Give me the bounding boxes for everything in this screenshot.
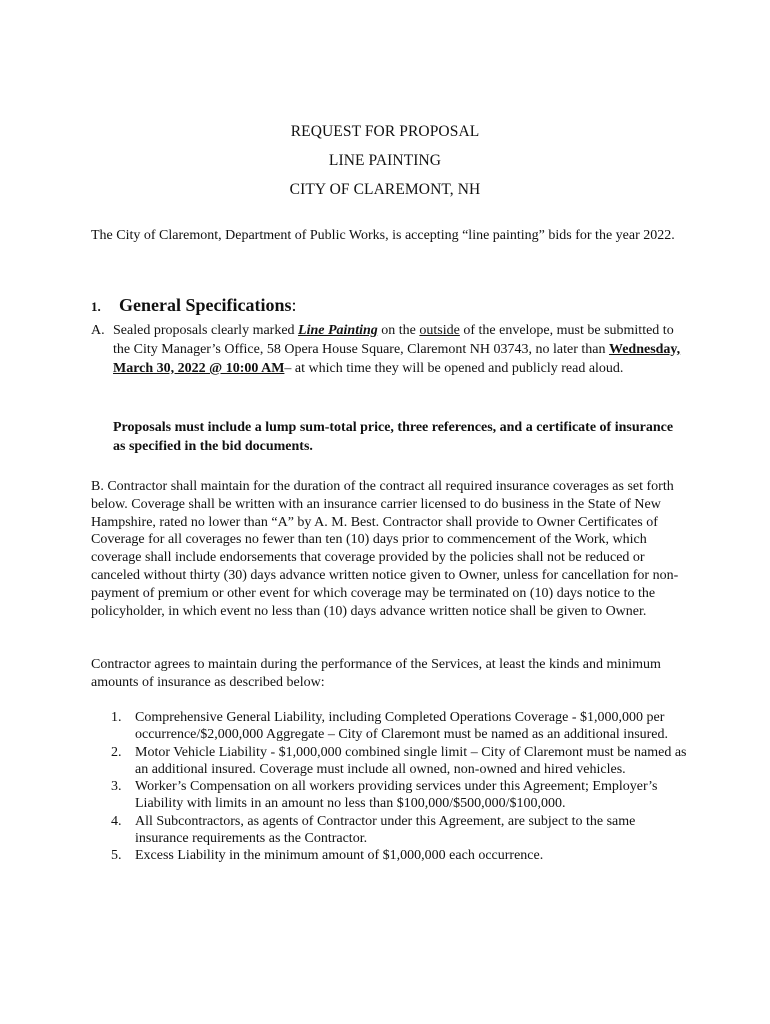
doc-title-line-3: CITY OF CLAREMONT, NH <box>289 181 481 198</box>
section-colon: : <box>291 295 297 315</box>
list-item-text: Motor Vehicle Liability - $1,000,000 combined single limit – City of Claremont must be named as an additional insured. Coverage must include all owned, non-owned and hired vehicles. <box>135 744 687 777</box>
proposal-requirements-note: Proposals must include a lump sum-total price, three references, and a certificate of insurance as specified in the bid documents. <box>113 420 674 454</box>
insurance-list <box>91 709 691 865</box>
list-item <box>91 813 691 848</box>
item-b-paragraph: B. Contractor shall maintain for the duration of the contract all required insurance coverages as set forth below. Coverage shall be written with an insurance carrier licensed to do business in the State of New Hampshire, rated no lower than “A” by A. M. Best. Contractor shall provide to Owner Certificates of Coverage for all coverages no fewer than ten (10) days prior to commencement of the Work, which coverage shall include endorsements that coverage provided by the policies shall not be reduced or canceled without thirty (30) days advance written notice given to Owner, unless for cancellation for non-payment of premium or other event for which coverage may be terminated on (10) days notice to the policyholder, in which event no less than (10) days advance written notice shall be given to Owner. <box>91 479 679 619</box>
item-a-text-1: Sealed proposals clearly marked <box>113 323 299 338</box>
doc-title-line-1: REQUEST FOR PROPOSAL <box>290 123 480 140</box>
section-heading <box>91 295 297 316</box>
list-item-number: 4. <box>111 813 122 829</box>
list-item-text: Worker’s Compensation on all workers providing services under this Agreement; Employer’s Liability with limits in an amount no less than $100,000/$500,000/$100,000. <box>135 779 658 812</box>
item-a-text-3: of the envelope, must be submitted to the City Manager’s Office, 58 Opera House Square, Claremont NH 03743, no later than <box>113 323 674 357</box>
list-item-text: Excess Liability in the minimum amount of $1,000,000 each occurrence. <box>135 848 544 864</box>
list-item-number: 5. <box>111 848 122 864</box>
section-title: General Specifications <box>119 295 292 315</box>
list-item-number: 3. <box>111 779 122 795</box>
list-item-text: All Subcontractors, as agents of Contractor under this Agreement, are subject to the same insurance requirements as the Contractor. <box>135 813 636 847</box>
list-item <box>91 847 691 864</box>
item-a-text-2: on the <box>377 323 420 338</box>
item-a-label: A. <box>91 323 105 338</box>
marked-label: Line Painting <box>298 323 378 338</box>
item-a-text <box>113 322 691 378</box>
agreement-paragraph: Contractor agrees to maintain during the performance of the Services, at least the kinds and minimum amounts of insurance as described below: <box>91 657 661 690</box>
doc-title-line-2: LINE PAINTING <box>328 152 442 169</box>
outside-word: outside <box>419 323 460 338</box>
spec-item-a <box>91 322 691 378</box>
list-item-text: Comprehensive General Liability, including Completed Operations Coverage - $1,000,000 per occurrence/$2,000,000 Aggregate – City of Claremont must be named as an additional insured. <box>135 710 669 743</box>
list-item <box>91 744 691 779</box>
section-number: 1. <box>91 299 101 314</box>
list-item <box>91 709 691 744</box>
list-item-number: 2. <box>111 744 122 760</box>
intro-paragraph: The City of Claremont, Department of Public Works, is accepting “line painting” bids for the year 2022. <box>91 228 675 243</box>
deadline: Wednesday, March 30, 2022 @ 10:00 AM <box>113 341 681 376</box>
list-item <box>91 778 691 813</box>
item-a-text-4: – at which time they will be opened and publicly read aloud. <box>284 360 624 376</box>
list-item-number: 1. <box>111 710 122 725</box>
